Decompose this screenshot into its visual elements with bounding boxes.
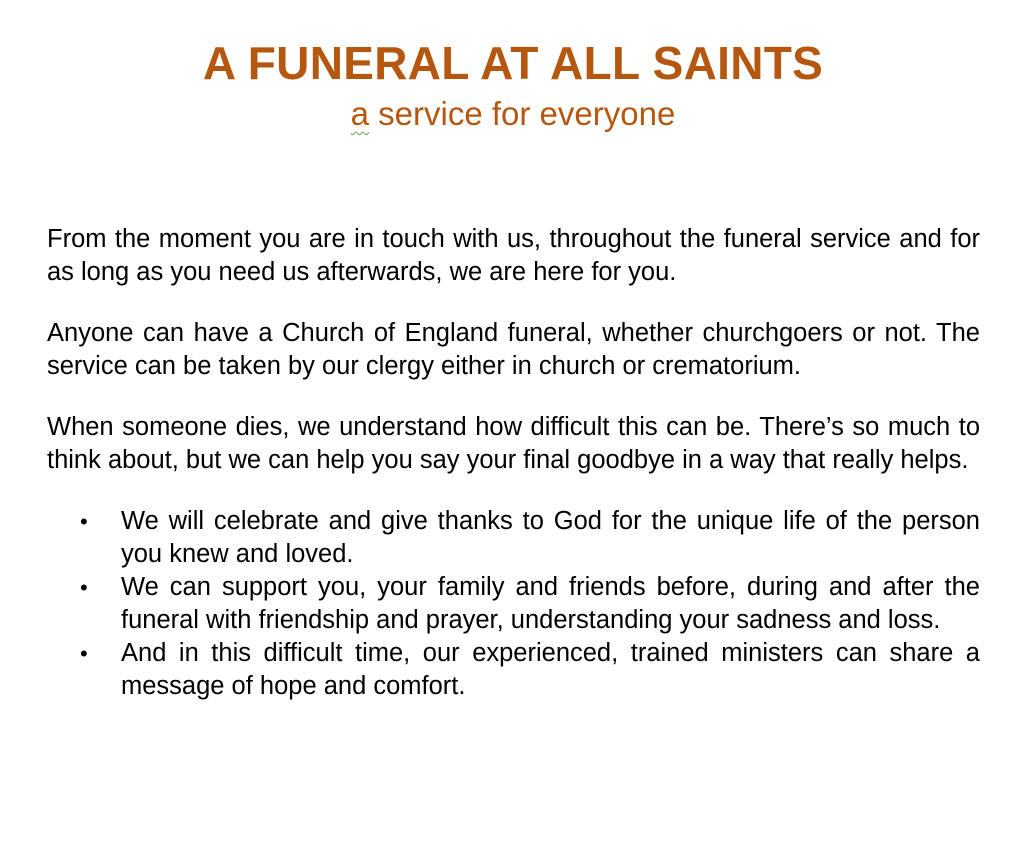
subtitle-first-word: a xyxy=(350,95,370,132)
bullet-item xyxy=(47,637,980,703)
bullet-dot-icon: • xyxy=(80,509,88,534)
bullet-item xyxy=(47,505,980,571)
bullet-text: And in this difficult time, our experienced, trained ministers can share a message of hope and comfort. xyxy=(121,639,980,700)
bullet-dot-icon: • xyxy=(80,575,88,600)
document-title: A FUNERAL AT ALL SAINTS xyxy=(202,37,824,89)
bullet-text: We will celebrate and give thanks to God for the unique life of the person you knew and loved. xyxy=(121,507,980,568)
document-subtitle xyxy=(0,94,1026,134)
paragraph-when-someone-dies: When someone dies, we understand how difficult this can be. There’s so much to think about, but we can help you say your final goodbye in a way that really helps. xyxy=(47,413,980,474)
paragraph-intro: From the moment you are in touch with us, throughout the funeral service and for as long as you need us afterwards, we are here for you. xyxy=(47,225,980,286)
bullet-item xyxy=(47,571,980,637)
document-body xyxy=(47,223,980,703)
paragraph-church-of-england: Anyone can have a Church of England funeral, whether churchgoers or not. The service can be taken by our clergy either in church or crematorium. xyxy=(47,319,980,380)
bullet-text: We can support you, your family and friends before, during and after the funeral with friendship and prayer, understanding your sadness and loss. xyxy=(121,573,980,634)
bullet-dot-icon: • xyxy=(80,641,88,666)
subtitle-rest: service for everyone xyxy=(369,95,676,132)
bullet-list xyxy=(47,505,980,703)
